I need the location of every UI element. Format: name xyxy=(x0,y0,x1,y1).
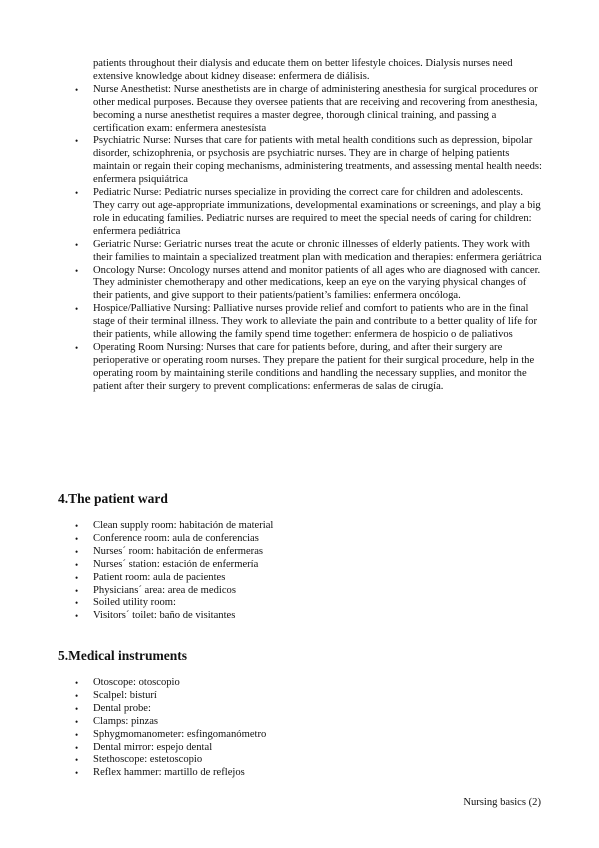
list-item xyxy=(75,677,545,690)
ward-block xyxy=(75,520,545,623)
list-item xyxy=(75,729,545,742)
list-item-text: Pediatric Nurse: Pediatric nurses specialize in providing the correct care for children and adolescents. They carry out age-appropriate immunizations, developmental examinations or screenings, and play a big role in educating families. Pediatric nurses are required to meet the special needs of caring for children: enfermera pediátrica xyxy=(93,187,541,237)
bullet-icon: • xyxy=(75,690,79,701)
page-footer: Nursing basics (2) xyxy=(463,797,541,808)
bullet-icon: • xyxy=(75,742,79,753)
list-item xyxy=(75,187,545,239)
list-item-text: Operating Room Nursing: Nurses that care for patients before, during, and after their surgery are perioperative or operating room nurses. They prepare the patient for their surgical procedure, help in the operating room by maintaining sterile conditions and handling the necessary supplies, and monitor the patient after their surgery to prevent complications: enfermeras de salas de cirugía. xyxy=(93,341,535,392)
continuation-text: patients throughout their dialysis and educate them on better lifestyle choices. Dialysis nurses need extensive knowledge about kidney disease: enfermera de diálisis. xyxy=(93,58,513,82)
list-item xyxy=(75,610,545,623)
list-item-text: Clamps: pinzas xyxy=(93,715,159,727)
list-item-text: Sphygmomanometer: esfingomanómetro xyxy=(93,728,267,740)
bullet-icon: • xyxy=(75,304,79,315)
list-item-text: Nurse Anesthetist: Nurse anesthetists are in charge of administering anesthesia for surgical procedures or other medical purposes. Because they oversee patients that are receiving and recovering from anesthesia, becoming a nurse anesthetist requires a master degree, thorough clinical training, and passing a certification exam: enfermera anestesísta xyxy=(93,83,538,134)
bullet-icon: • xyxy=(75,572,79,583)
list-item xyxy=(75,767,545,780)
list-item-text: Physicians´ area: area de medicos xyxy=(93,584,236,596)
ward-list xyxy=(75,520,545,623)
list-item xyxy=(75,559,545,572)
list-item xyxy=(75,533,545,546)
bullet-icon: • xyxy=(75,559,79,570)
list-item-text: Nurses´ room: habitación de enfermeras xyxy=(93,545,264,557)
list-item xyxy=(75,84,545,136)
list-item-text: Psychiatric Nurse: Nurses that care for patients with metal health conditions such as depression, bipolar disorder, schizophrenia, or psychosis are psychiatric nurses. They are in charge of helping patients maintain or regain their coping mechanisms, administering treatments, and assessing mental health needs: enfermera psiquiátrica xyxy=(93,135,542,186)
list-item xyxy=(75,265,545,304)
bullet-icon: • xyxy=(75,678,79,688)
list-item xyxy=(75,690,545,703)
bullet-icon: • xyxy=(75,729,79,740)
bullet-icon: • xyxy=(75,188,79,199)
list-item xyxy=(75,520,545,533)
list-item xyxy=(75,716,545,729)
list-item-text: Oncology Nurse: Oncology nurses attend and monitor patients of all ages who are diagnosed with cancer. They administer chemotherapy and other medications, keep an eye on the varying physical changes of their patients, and give support to their patients/patient’s families: enfermera oncóloga. xyxy=(93,264,541,302)
nurse-types-block xyxy=(75,58,545,394)
list-item-text: Hospice/Palliative Nursing: Palliative nurses provide relief and comfort to patients who are in the final stage of their terminal illness. They work to alleviate the pain and contribute to a better quality of life for their patients, while allowing the family spend time together: enfermera de hospicio o de paliativos xyxy=(93,303,538,341)
list-item xyxy=(75,597,545,610)
instruments-block xyxy=(75,677,545,780)
bullet-icon: • xyxy=(75,239,79,250)
bullet-icon: • xyxy=(75,546,79,557)
list-item xyxy=(75,239,545,265)
bullet-icon: • xyxy=(75,755,79,766)
list-item xyxy=(75,135,545,187)
bullet-icon: • xyxy=(75,136,79,147)
list-item xyxy=(75,754,545,767)
list-item-text: Stethoscope: estetoscopio xyxy=(93,754,203,766)
bullet-icon: • xyxy=(75,342,79,353)
list-item xyxy=(75,342,545,394)
list-item-text: Nurses´ station: estación de enfermería xyxy=(93,558,259,570)
bullet-icon: • xyxy=(75,533,79,544)
bullet-icon: • xyxy=(75,716,79,727)
list-item-text: Soiled utility room: xyxy=(93,597,176,609)
list-item xyxy=(75,572,545,585)
bullet-icon: • xyxy=(75,598,79,609)
bullet-icon: • xyxy=(75,265,79,276)
bullet-icon: • xyxy=(75,703,79,714)
list-item-text: Dental mirror: espejo dental xyxy=(93,741,213,753)
list-item-text: Patient room: aula de pacientes xyxy=(93,571,226,583)
list-item-text: Conference room: aula de conferencias xyxy=(93,532,259,544)
section-title-ward: 4.The patient ward xyxy=(58,491,168,506)
list-item-text: Reflex hammer: martillo de reflejos xyxy=(93,767,245,779)
section-title-instruments: 5.Medical instruments xyxy=(58,648,187,663)
list-item xyxy=(75,585,545,598)
list-item-text: Otoscope: otoscopio xyxy=(93,677,180,688)
bullet-icon: • xyxy=(75,521,79,531)
list-item-text: Visitors´ toilet: baño de visitantes xyxy=(93,610,236,622)
list-item xyxy=(75,303,545,342)
list-item-text: Geriatric Nurse: Geriatric nurses treat the acute or chronic illnesses of elderly patients. They work with their families to maintain a specialized treatment plan with medication and therapies: enfermera geriátrica xyxy=(93,238,542,263)
bullet-icon: • xyxy=(75,585,79,596)
list-item-text: Dental probe: xyxy=(93,702,151,714)
list-item-text: Clean supply room: habitación de material xyxy=(93,520,274,531)
list-item-continuation xyxy=(75,58,545,84)
instruments-list xyxy=(75,677,545,780)
bullet-icon: • xyxy=(75,611,79,622)
list-item xyxy=(75,742,545,755)
nurse-types-list xyxy=(75,58,545,394)
bullet-icon: • xyxy=(75,84,79,95)
list-item xyxy=(75,703,545,716)
bullet-icon: • xyxy=(75,768,79,779)
list-item-text: Scalpel: bisturí xyxy=(93,689,157,701)
list-item xyxy=(75,546,545,559)
